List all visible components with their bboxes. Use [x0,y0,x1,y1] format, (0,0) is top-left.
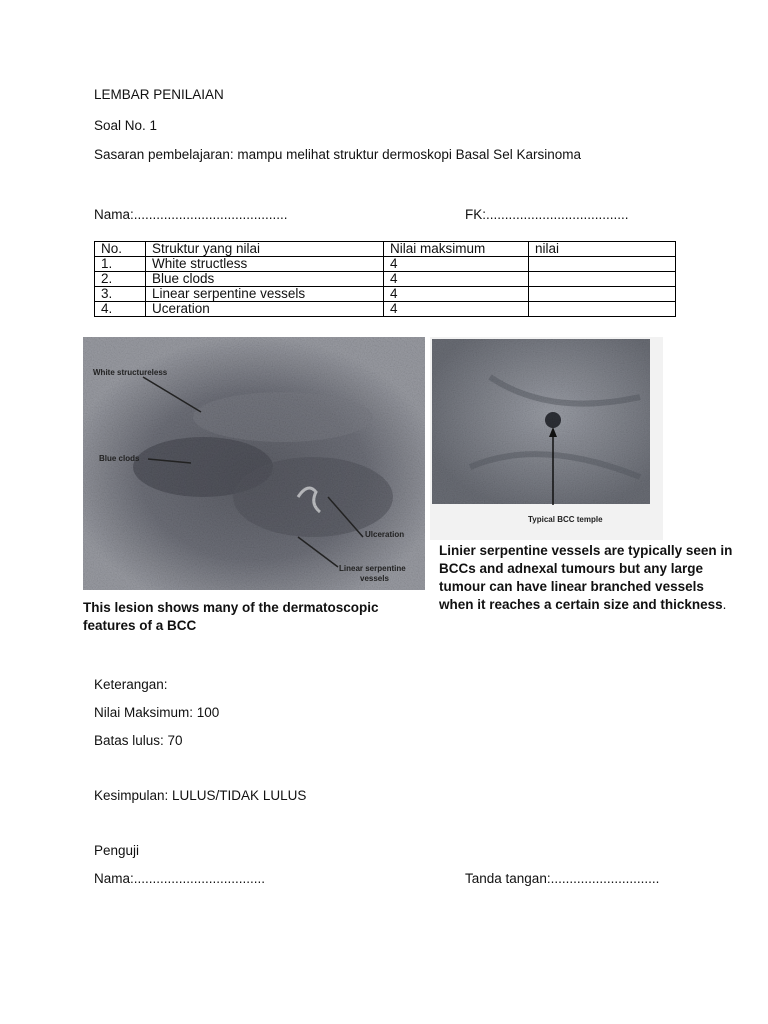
examiner-title: Penguji [94,843,140,858]
examiner-name-field: Nama:................................... [94,871,266,886]
table-cell: 1. [95,257,146,272]
table-cell: White structless [146,257,384,272]
conclusion: Kesimpulan: LULUS/TIDAK LULUS [94,788,307,803]
table-cell: 4 [384,302,529,317]
table-cell [529,287,676,302]
score-table [94,241,676,317]
header-cell: nilai [529,242,676,257]
learning-objective: Sasaran pembelajaran: mampu melihat struktur dermoskopi Basal Sel Karsinoma [94,147,581,162]
name-field: Nama:......................................... [94,207,288,222]
label-ulceration: Ulceration [365,530,405,539]
label-vessels: vessels [360,574,389,583]
right-caption-period: . [722,597,727,612]
table-cell [529,302,676,317]
table-cell: 2. [95,272,146,287]
dermoscopy-photo-left [83,337,425,590]
table-row [95,302,676,317]
label-linear-serpentine: Linear serpentine [339,564,406,573]
table-cell: Linear serpentine vessels [146,287,384,302]
header-cell: No. [95,242,146,257]
left-photo-caption: This lesion shows many of the dermatoscopic features of a BCC [83,600,379,633]
table-row [95,272,676,287]
page-title: LEMBAR PENILAIAN [94,87,224,102]
table-cell: Blue clods [146,272,384,287]
header-cell: Struktur yang nilai [146,242,384,257]
table-row [95,287,676,302]
label-typical-bcc: Typical BCC temple [528,515,603,524]
table-header-row [95,242,676,257]
table-cell [529,257,676,272]
table-cell: 4 [384,257,529,272]
pass-threshold: Batas lulus: 70 [94,733,183,748]
max-score: Nilai Maksimum: 100 [94,705,220,720]
faculty-field: FK:...................................... [465,207,629,222]
label-blue-clods: Blue clods [99,454,140,463]
right-photo-caption [439,542,739,614]
table-cell: 4 [384,287,529,302]
table-cell: Uceration [146,302,384,317]
question-number: Soal No. 1 [94,118,158,133]
table-cell [529,272,676,287]
header-cell: Nilai maksimum [384,242,529,257]
table-cell: 4 [384,272,529,287]
label-white-structureless: White structureless [93,368,168,377]
table-row [95,257,676,272]
table-cell: 3. [95,287,146,302]
table-cell: 4. [95,302,146,317]
dermoscopy-image-right [430,337,663,540]
right-caption-text: Linier serpentine vessels are typically seen in BCCs and adnexal tumours but any large tumour can have linear branched vessels when it reaches a certain size and thickness [439,543,733,612]
dermoscopy-photo-right [430,337,663,540]
keterangan-title: Keterangan: [94,677,168,692]
dermoscopy-image-left [83,337,425,590]
signature-field: Tanda tangan:............................. [465,871,660,886]
